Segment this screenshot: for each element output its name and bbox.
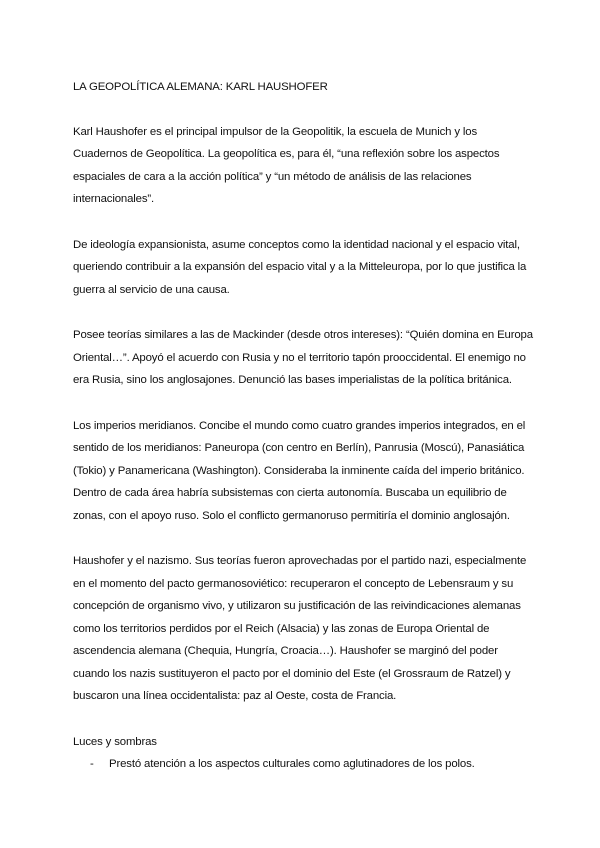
paragraph-nazism: Haushofer y el nazismo. Sus teorías fueron aprovechadas por el partido nazi, especialmente en el momento del pacto germanosoviético: recuperaron el concepto de Lebensraum y su concepción de organismo vivo, y utilizaron su justificación de las reivindicaciones alemanas como los territorios perdidos por el Reich (Alsacia) y las zonas de Europa Oriental de ascendencia alemana (Chequia, Hungría, Croacia…). Haushofer se marginó del poder cuando los nazis sustituyeron el pacto por el dominio del Este (el Grossraum de Ratzel) y buscaron una línea occidentalista: paz al Oeste, costa de Francia. [73, 555, 527, 702]
document-title: LA GEOPOLÍTICA ALEMANA: KARL HAUSHOFER [73, 81, 328, 93]
bullet-dash: - [90, 758, 94, 770]
bullet-list [73, 753, 533, 776]
list-item [73, 753, 533, 776]
document-page [73, 76, 533, 776]
paragraph-intro: Karl Haushofer es el principal impulsor de la Geopolitik, la escuela de Munich y los Cuadernos de Geopolítica. La geopolítica es, para él, “una reflexión sobre los aspectos espaciales de cara a la acción política” y “un método de análisis de las relaciones internacionales”. [73, 125, 500, 205]
list-item-text: Prestó atención a los aspectos culturales como aglutinadores de los polos. [109, 758, 475, 770]
paragraph-meridian-empires: Los imperios meridianos. Concibe el mundo como cuatro grandes imperios integrados, en el sentido de los meridianos: Paneuropa (con centro en Berlín), Panrusia (Moscú), Panasiática (Tokio) y Panamericana (Washington). Consideraba la inminente caída del imperio británico. Dentro de cada área habría subsistemas con cierta autonomía. Buscaba un equilibrio de zonas, con el apoyo ruso. Solo el conflicto germanoruso permitiría el dominio anglosajón. [73, 419, 526, 522]
paragraph-mackinder: Posee teorías similares a las de Mackinder (desde otros intereses): “Quién domina en Europa Oriental…”. Apoyó el acuerdo con Rusia y no el territorio tapón prooccidental. El enemigo no era Rusia, sino los anglosajones. Denunció las bases imperialistas de la política británica. [73, 329, 533, 386]
paragraph-ideology: De ideología expansionista, asume conceptos como la identidad nacional y el espacio vital, queriendo contribuir a la expansión del espacio vital y a la Mitteleuropa, por lo que justifica la guerra al servicio de una causa. [73, 238, 527, 296]
section-heading: Luces y sombras [73, 735, 157, 748]
